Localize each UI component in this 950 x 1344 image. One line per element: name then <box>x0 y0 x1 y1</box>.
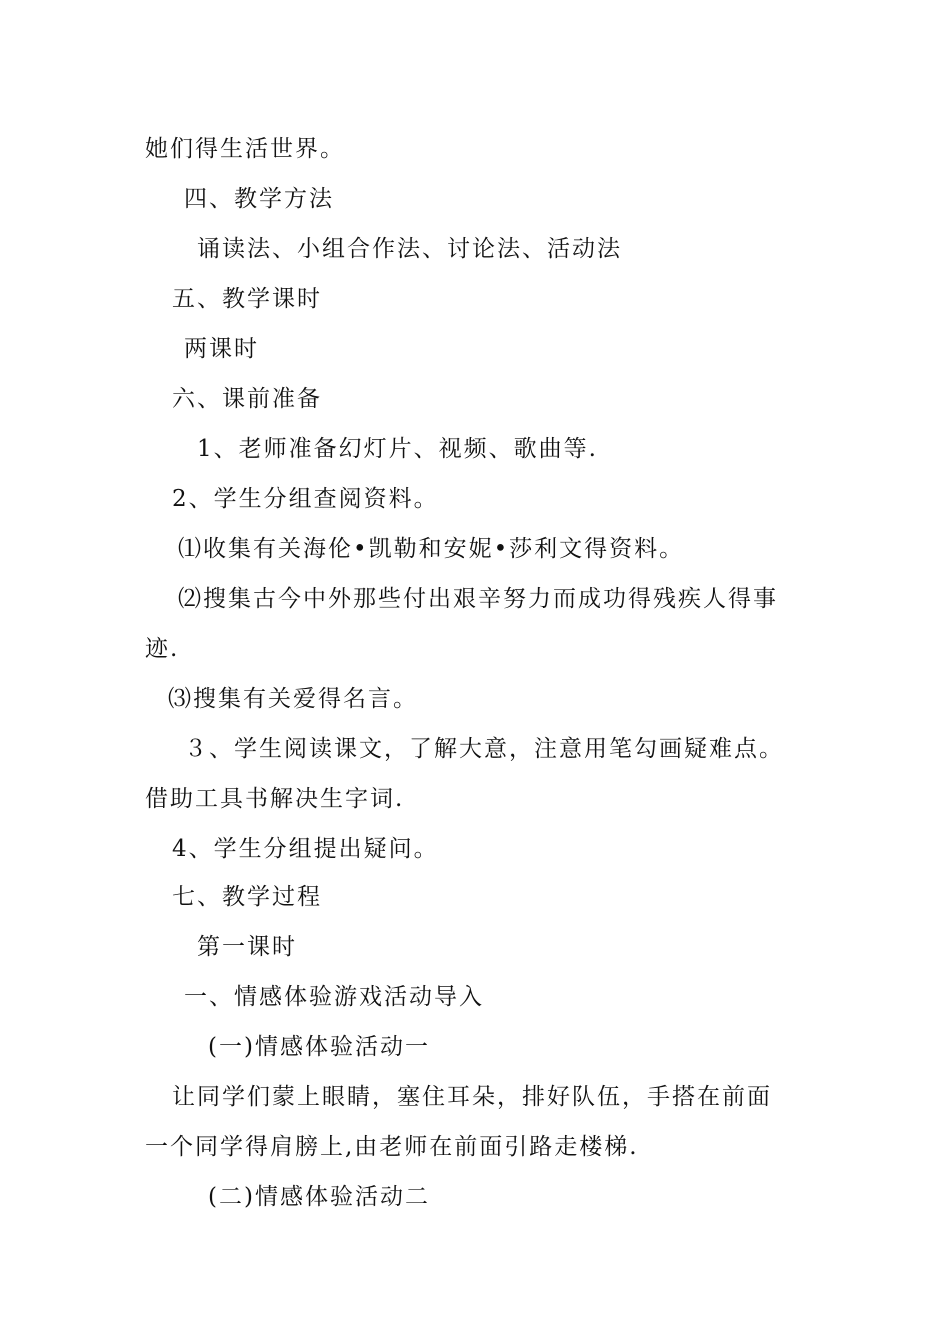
text-line: 她们得生活世界。 <box>145 136 345 162</box>
text-line: 诵读法、小组合作法、讨论法、活动法 <box>197 236 622 262</box>
text-line: 一个同学得肩膀上,由老师在前面引路走楼梯. <box>145 1134 639 1160</box>
subsection-heading: 一、情感体验游戏活动导入 <box>184 984 484 1010</box>
text-line: ⑵搜集古今中外那些付出艰辛努力而成功得残疾人得事 <box>178 586 778 612</box>
section-heading: 五、教学课时 <box>172 286 322 312</box>
text-line: 2、学生分组查阅资料。 <box>172 486 439 512</box>
section-heading: 四、教学方法 <box>184 186 334 212</box>
section-heading: 六、课前准备 <box>172 386 322 412</box>
subsection-heading: (一)情感体验活动一 <box>208 1034 430 1060</box>
text-line: ３、学生阅读课文，了解大意，注意用笔勾画疑难点。 <box>184 736 784 762</box>
subsection-heading: 第一课时 <box>197 934 297 960</box>
text-line: ⑴收集有关海伦•凯勒和安妮•莎利文得资料。 <box>178 536 685 562</box>
section-heading: 七、教学过程 <box>172 884 322 910</box>
subsection-heading: (二)情感体验活动二 <box>208 1184 430 1210</box>
text-line: 迹. <box>145 636 180 662</box>
text-line: 两课时 <box>184 336 259 362</box>
text-line: 4、学生分组提出疑问。 <box>172 836 439 862</box>
text-line: 借助工具书解决生字词. <box>145 786 405 812</box>
text-line: ⑶搜集有关爱得名言。 <box>168 686 418 712</box>
text-line: 让同学们蒙上眼睛，塞住耳朵，排好队伍，手搭在前面 <box>172 1084 772 1110</box>
text-line: 1、老师准备幻灯片、视频、歌曲等. <box>197 436 598 462</box>
